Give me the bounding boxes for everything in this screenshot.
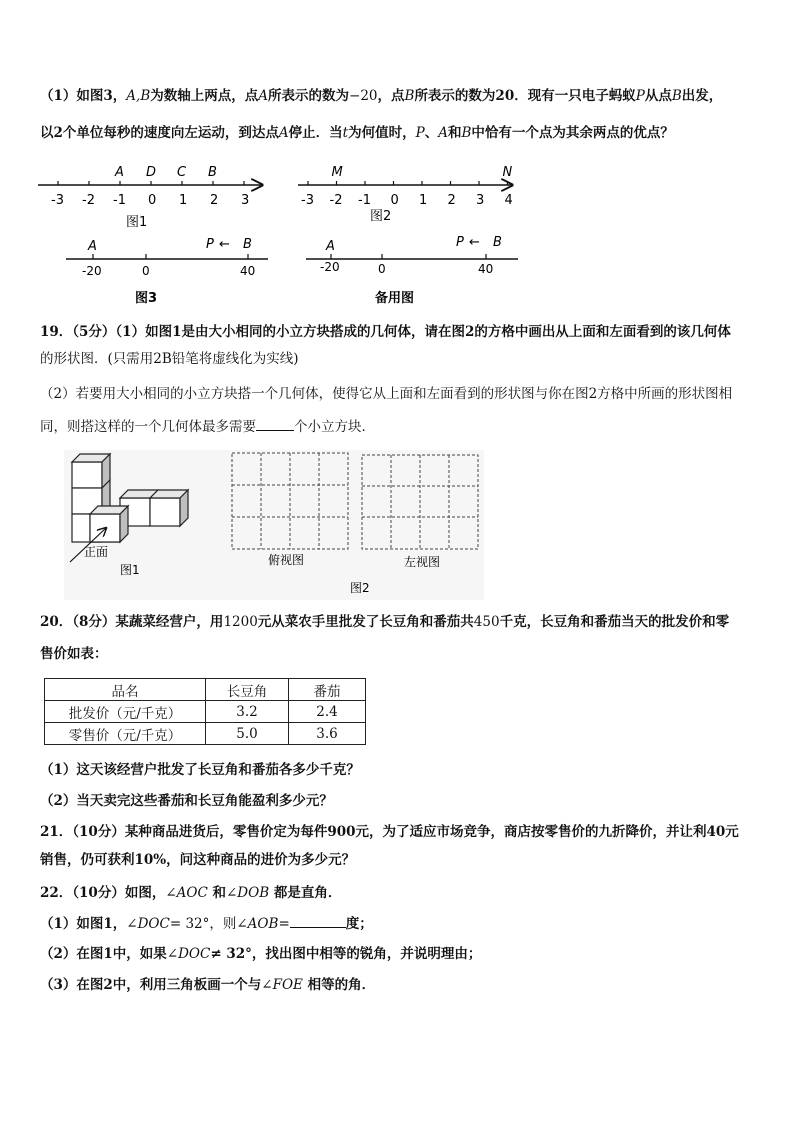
q18-math: B — [404, 88, 415, 104]
tick-label: 4 — [504, 193, 513, 208]
tick-label: 40 — [240, 264, 256, 278]
point-label-b: B — [243, 237, 252, 252]
table-row — [45, 701, 366, 723]
q22-text: = — [278, 916, 290, 932]
q18-math: P — [415, 125, 425, 141]
q18-math: A — [278, 125, 289, 141]
table-cell: 3.2 — [206, 701, 289, 723]
q18-text: 为数轴上两点，点 — [150, 88, 259, 104]
figure-1-caption: 图1 — [126, 215, 148, 230]
figure-2-number-line — [298, 165, 513, 224]
point-label: A — [115, 165, 124, 180]
q18-math: B — [461, 125, 472, 141]
q20-text: 千克，长豆角和番茄当天的批发价和零 — [499, 614, 730, 630]
q22-text: 都是直角． — [269, 885, 342, 901]
tick-label: -3 — [301, 193, 314, 208]
figure-4-number-line — [306, 235, 518, 306]
q19-text: 个小立方块． — [294, 419, 375, 435]
price-table — [44, 678, 366, 745]
table-header-cell: 品名 — [45, 679, 206, 701]
q18-text: 停止．当 — [288, 125, 343, 141]
tick-label: 2 — [447, 193, 456, 208]
point-label-b: B — [493, 235, 502, 250]
tick-label: 0 — [390, 193, 399, 208]
top-view-label: 俯视图 — [268, 553, 305, 567]
figure-2-caption: 图2 — [370, 209, 392, 224]
figure-1-number-line — [38, 165, 262, 230]
q20-line1 — [40, 612, 760, 632]
q19-line4 — [40, 416, 760, 437]
q18-text: ，点 — [377, 88, 405, 104]
q19-line2: 的形状图．(只需用2B铅笔将虚线化为实线) — [40, 351, 299, 367]
q22-text: 相等的角． — [302, 977, 376, 993]
q22-text: ≠ 32°，找出图中相等的锐角，并说明理由； — [210, 946, 482, 962]
q18-text: 从点 — [644, 88, 672, 104]
q19-line3: （2）若要用大小相同的小立方块搭一个几何体，使得它从上面和左面看到的形状图与你在图2方格中所画的形状图相 — [40, 386, 733, 402]
q22-text: 和 — [207, 885, 226, 901]
q18-text: （1）如图3， — [40, 88, 127, 104]
q18-math: t — [342, 125, 349, 141]
q22-math: ∠AOC — [165, 885, 208, 901]
q22-sub3 — [40, 975, 760, 995]
q22-sub1 — [40, 913, 760, 934]
q18-math: −20 — [349, 88, 378, 104]
q22-math: ∠DOC — [166, 946, 211, 962]
q18-math: A — [258, 88, 269, 104]
q22-text: = 32°，则 — [169, 916, 237, 932]
answer-blank[interactable] — [256, 416, 294, 431]
tick-label: -1 — [358, 193, 371, 208]
q19-figures — [64, 450, 484, 600]
figure-3-number-line — [66, 237, 268, 306]
point-label: N — [502, 165, 513, 180]
q21-line2: 销售，仍可获利10%，问这种商品的进价为多少元？ — [40, 852, 356, 868]
table-cell: 批发价（元/千克） — [45, 701, 206, 723]
table-header-row — [45, 679, 366, 701]
point-label: C — [177, 165, 187, 180]
table-cell: 5.0 — [206, 723, 289, 745]
q20-number: 450 — [473, 614, 500, 630]
q20-number: 1200 — [223, 614, 258, 630]
q21-line1: 21．（10分）某种商品进货后，零售价定为每件900元，为了适应市场竞争，商店按零售价的九折降价，并让利40元 — [40, 824, 739, 840]
tick-label: -3 — [51, 193, 64, 208]
q19-text: 同，则搭这样的一个几何体最多需要 — [40, 419, 256, 435]
tick-label: 0 — [148, 193, 157, 208]
answer-blank[interactable] — [290, 913, 346, 928]
q22-line1 — [40, 883, 760, 903]
point-label-a: A — [88, 239, 97, 254]
q20-text: 20．（8分）某蔬菜经营户，用 — [40, 614, 224, 630]
q22-text: （3）在图2中，利用三角板画一个与 — [40, 977, 262, 993]
number-line-figures — [30, 152, 530, 312]
tick-label: 1 — [179, 193, 188, 208]
q22-math: ∠DOB — [226, 885, 270, 901]
q18-part1-line2 — [40, 123, 760, 143]
q18-part1-line1 — [40, 86, 760, 106]
tick-label: 0 — [378, 262, 386, 276]
q20-text: 元从菜农手里批发了长豆角和番茄共 — [257, 614, 474, 630]
tick-label: -2 — [82, 193, 95, 208]
tick-label: 3 — [241, 193, 250, 208]
q18-math: A,B — [126, 88, 151, 104]
q18-text: 为何值时， — [348, 125, 416, 141]
grid-caption: 图2 — [350, 581, 370, 595]
figure-4-caption: 备用图 — [375, 291, 415, 306]
table-cell: 零售价（元/千克） — [45, 723, 206, 745]
q18-text: 以2个单位每秒的速度向左运动，到达点 — [40, 125, 279, 141]
left-arrow-icon: ← — [219, 237, 230, 252]
tick-label: 40 — [478, 262, 494, 276]
q22-text: （1）如图1， — [40, 916, 127, 932]
left-view-label: 左视图 — [404, 555, 441, 569]
tick-label: 1 — [419, 193, 428, 208]
q19-line1: 19．（5分）（1）如图1是由大小相同的小立方块搭成的几何体，请在图2的方格中画出从上面和左面看到的该几何体 — [40, 324, 731, 340]
q22-math: ∠FOE — [261, 977, 303, 993]
front-label: 正面 — [84, 545, 109, 559]
q18-text: 所表示的数为 — [268, 88, 350, 104]
cube-caption: 图1 — [120, 563, 140, 577]
q18-text: 出发， — [681, 88, 723, 104]
tick-label: 0 — [142, 264, 150, 278]
table-cell: 3.6 — [289, 723, 366, 745]
q22-math: ∠DOC — [126, 916, 170, 932]
q18-text: 和 — [447, 125, 462, 141]
figure-3-caption: 图3 — [135, 291, 158, 306]
tick-label: -20 — [82, 264, 102, 278]
point-label: M — [331, 165, 343, 180]
q22-math: ∠AOB — [236, 916, 279, 932]
tick-label: -20 — [320, 260, 340, 274]
table-cell: 2.4 — [289, 701, 366, 723]
q18-math: P — [635, 88, 645, 104]
tick-label: -2 — [329, 193, 343, 208]
q18-text: 、 — [424, 125, 439, 141]
point-label: D — [146, 165, 157, 180]
tick-label: 2 — [210, 193, 219, 208]
point-label: B — [208, 165, 217, 180]
q22-text: 度； — [345, 916, 373, 932]
q20-line2: 售价如表： — [40, 646, 108, 662]
tick-label: -1 — [113, 193, 126, 208]
table-header-cell: 番茄 — [289, 679, 366, 701]
table-header-cell: 长豆角 — [206, 679, 289, 701]
q18-math: B — [671, 88, 682, 104]
q22-sub2 — [40, 944, 760, 964]
q18-text: 所表示的数为20．现有一只电子蚂蚁 — [414, 88, 636, 104]
table-row — [45, 723, 366, 745]
point-label-p: P — [206, 237, 214, 252]
point-label-a: A — [326, 239, 335, 254]
q20-sub2: （2）当天卖完这些番茄和长豆角能盈利多少元？ — [40, 793, 333, 809]
q18-text: 中恰有一个点为其余两点的优点？ — [471, 125, 674, 141]
left-arrow-icon: ← — [469, 235, 480, 250]
q18-math: A — [438, 125, 448, 141]
point-label-p: P — [456, 235, 464, 250]
q22-text: （2）在图1中，如果 — [40, 946, 167, 962]
tick-label: 3 — [476, 193, 485, 208]
q20-sub1: （1）这天该经营户批发了长豆角和番茄各多少千克？ — [40, 762, 360, 778]
q22-text: 22．（10分）如图， — [40, 885, 166, 901]
